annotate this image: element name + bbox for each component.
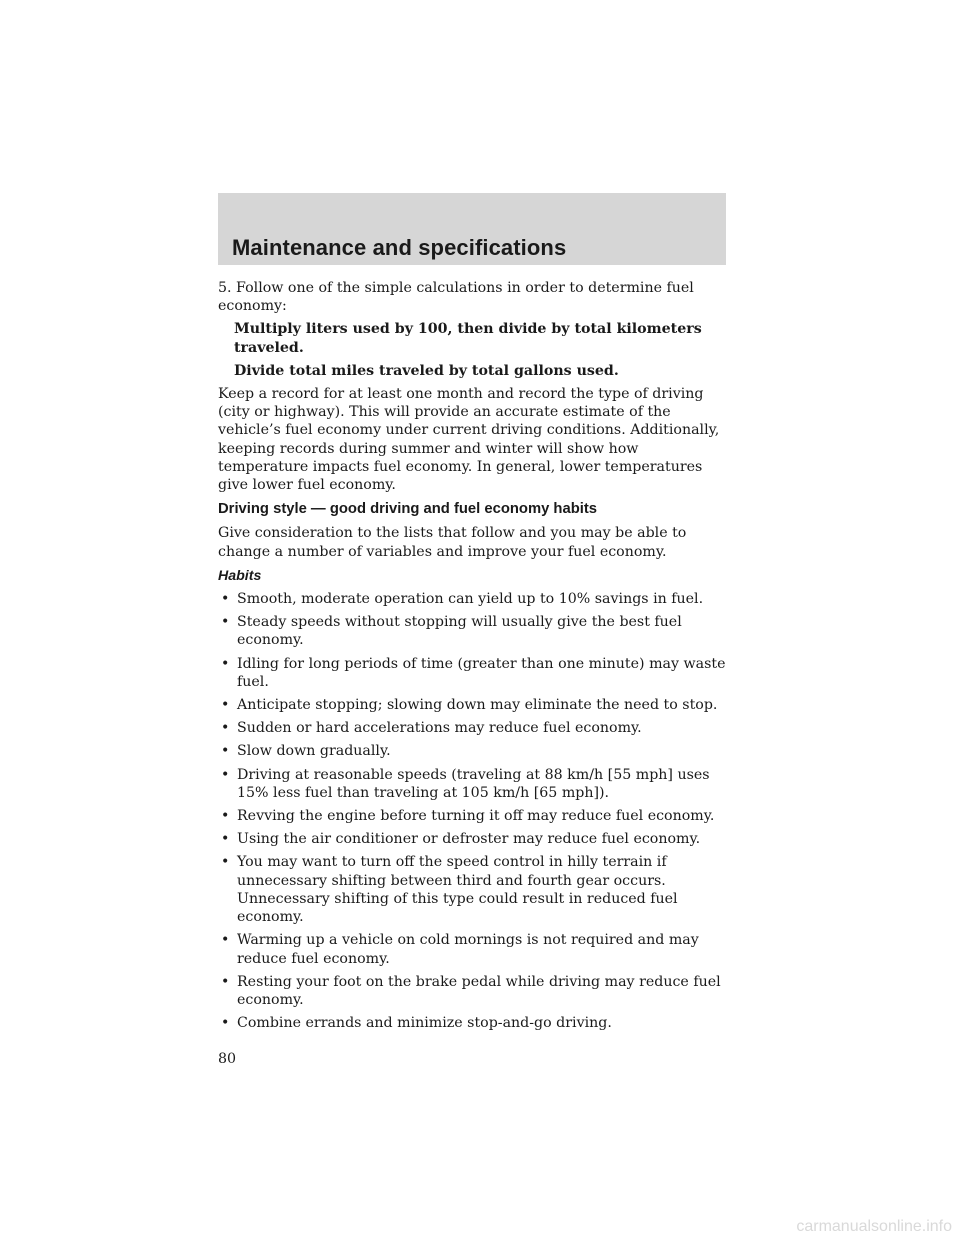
bullet-icon: • xyxy=(221,1015,230,1032)
list-item xyxy=(218,719,730,737)
calculation-metric: Multiply liters used by 100, then divide by total kilometers traveled. xyxy=(234,321,702,356)
section-title: Maintenance and specifications xyxy=(232,235,567,260)
habit-text: Using the air conditioner or defroster may reduce fuel economy. xyxy=(237,831,701,848)
bullet-icon: • xyxy=(221,743,230,760)
habit-text: Resting your foot on the brake pedal while driving may reduce fuel economy. xyxy=(237,973,721,1008)
habit-text: Driving at reasonable speeds (traveling at 88 km/h [55 mph] uses 15% less fuel than traveling at 105 km/h [65 mph]). xyxy=(237,766,710,801)
list-item xyxy=(218,853,730,926)
list-item xyxy=(218,590,730,608)
bullet-icon: • xyxy=(221,766,230,783)
list-item xyxy=(218,696,730,714)
calculation-imperial: Divide total miles traveled by total gallons used. xyxy=(234,362,619,379)
page-number: 80 xyxy=(218,1051,237,1067)
habit-text: Combine errands and minimize stop-and-go driving. xyxy=(237,1015,612,1032)
habit-text: Smooth, moderate operation can yield up to 10% savings in fuel. xyxy=(237,591,704,608)
habit-text: Idling for long periods of time (greater than one minute) may waste fuel. xyxy=(237,655,726,690)
habit-text: Revving the engine before turning it off may reduce fuel economy. xyxy=(237,808,715,825)
driving-style-lead: Give consideration to the lists that follow and you may be able to change a number of variables and improve your fuel economy. xyxy=(218,525,687,560)
bullet-icon: • xyxy=(221,614,230,631)
habit-text: Anticipate stopping; slowing down may eliminate the need to stop. xyxy=(237,697,718,714)
list-item xyxy=(218,655,730,691)
habit-text: You may want to turn off the speed control in hilly terrain if unnecessary shifting between third and fourth gear occurs. Unnecessary shifting of this type could result in reduced fuel economy. xyxy=(237,854,678,926)
bullet-icon: • xyxy=(221,720,230,737)
bullet-icon: • xyxy=(221,932,230,949)
list-item xyxy=(218,830,730,848)
driving-style-heading: Driving style — good driving and fuel economy habits xyxy=(218,501,598,518)
list-item xyxy=(218,807,730,825)
page-content xyxy=(218,279,730,1037)
bullet-icon: • xyxy=(221,831,230,848)
habits-heading: Habits xyxy=(218,567,262,584)
step-intro: 5. Follow one of the simple calculations in order to determine fuel economy: xyxy=(218,280,694,315)
habit-text: Steady speeds without stopping will usually give the best fuel economy. xyxy=(237,614,682,649)
habit-text: Sudden or hard accelerations may reduce fuel economy. xyxy=(237,720,642,737)
bullet-icon: • xyxy=(221,973,230,990)
record-note: Keep a record for at least one month and record the type of driving (city or highway). This will provide an accurate estimate of the vehicle’s fuel economy under current driving conditions. Additionally, keeping records during summer and winter will show how temperature impacts fuel economy. In general, lower temperatures give lower fuel economy. xyxy=(218,386,720,494)
bullet-icon: • xyxy=(221,591,230,608)
list-item xyxy=(218,613,730,649)
section-header-band xyxy=(218,193,726,265)
list-item xyxy=(218,766,730,802)
habit-text: Slow down gradually. xyxy=(237,743,391,760)
list-item xyxy=(218,931,730,967)
bullet-icon: • xyxy=(221,697,230,714)
habits-list xyxy=(218,590,730,1032)
watermark: carmanualsonline.info xyxy=(796,1218,952,1235)
list-item xyxy=(218,973,730,1009)
list-item xyxy=(218,1014,730,1032)
habit-text: Warming up a vehicle on cold mornings is not required and may reduce fuel economy. xyxy=(237,932,699,967)
bullet-icon: • xyxy=(221,854,230,871)
bullet-icon: • xyxy=(221,655,230,672)
bullet-icon: • xyxy=(221,808,230,825)
list-item xyxy=(218,742,730,760)
